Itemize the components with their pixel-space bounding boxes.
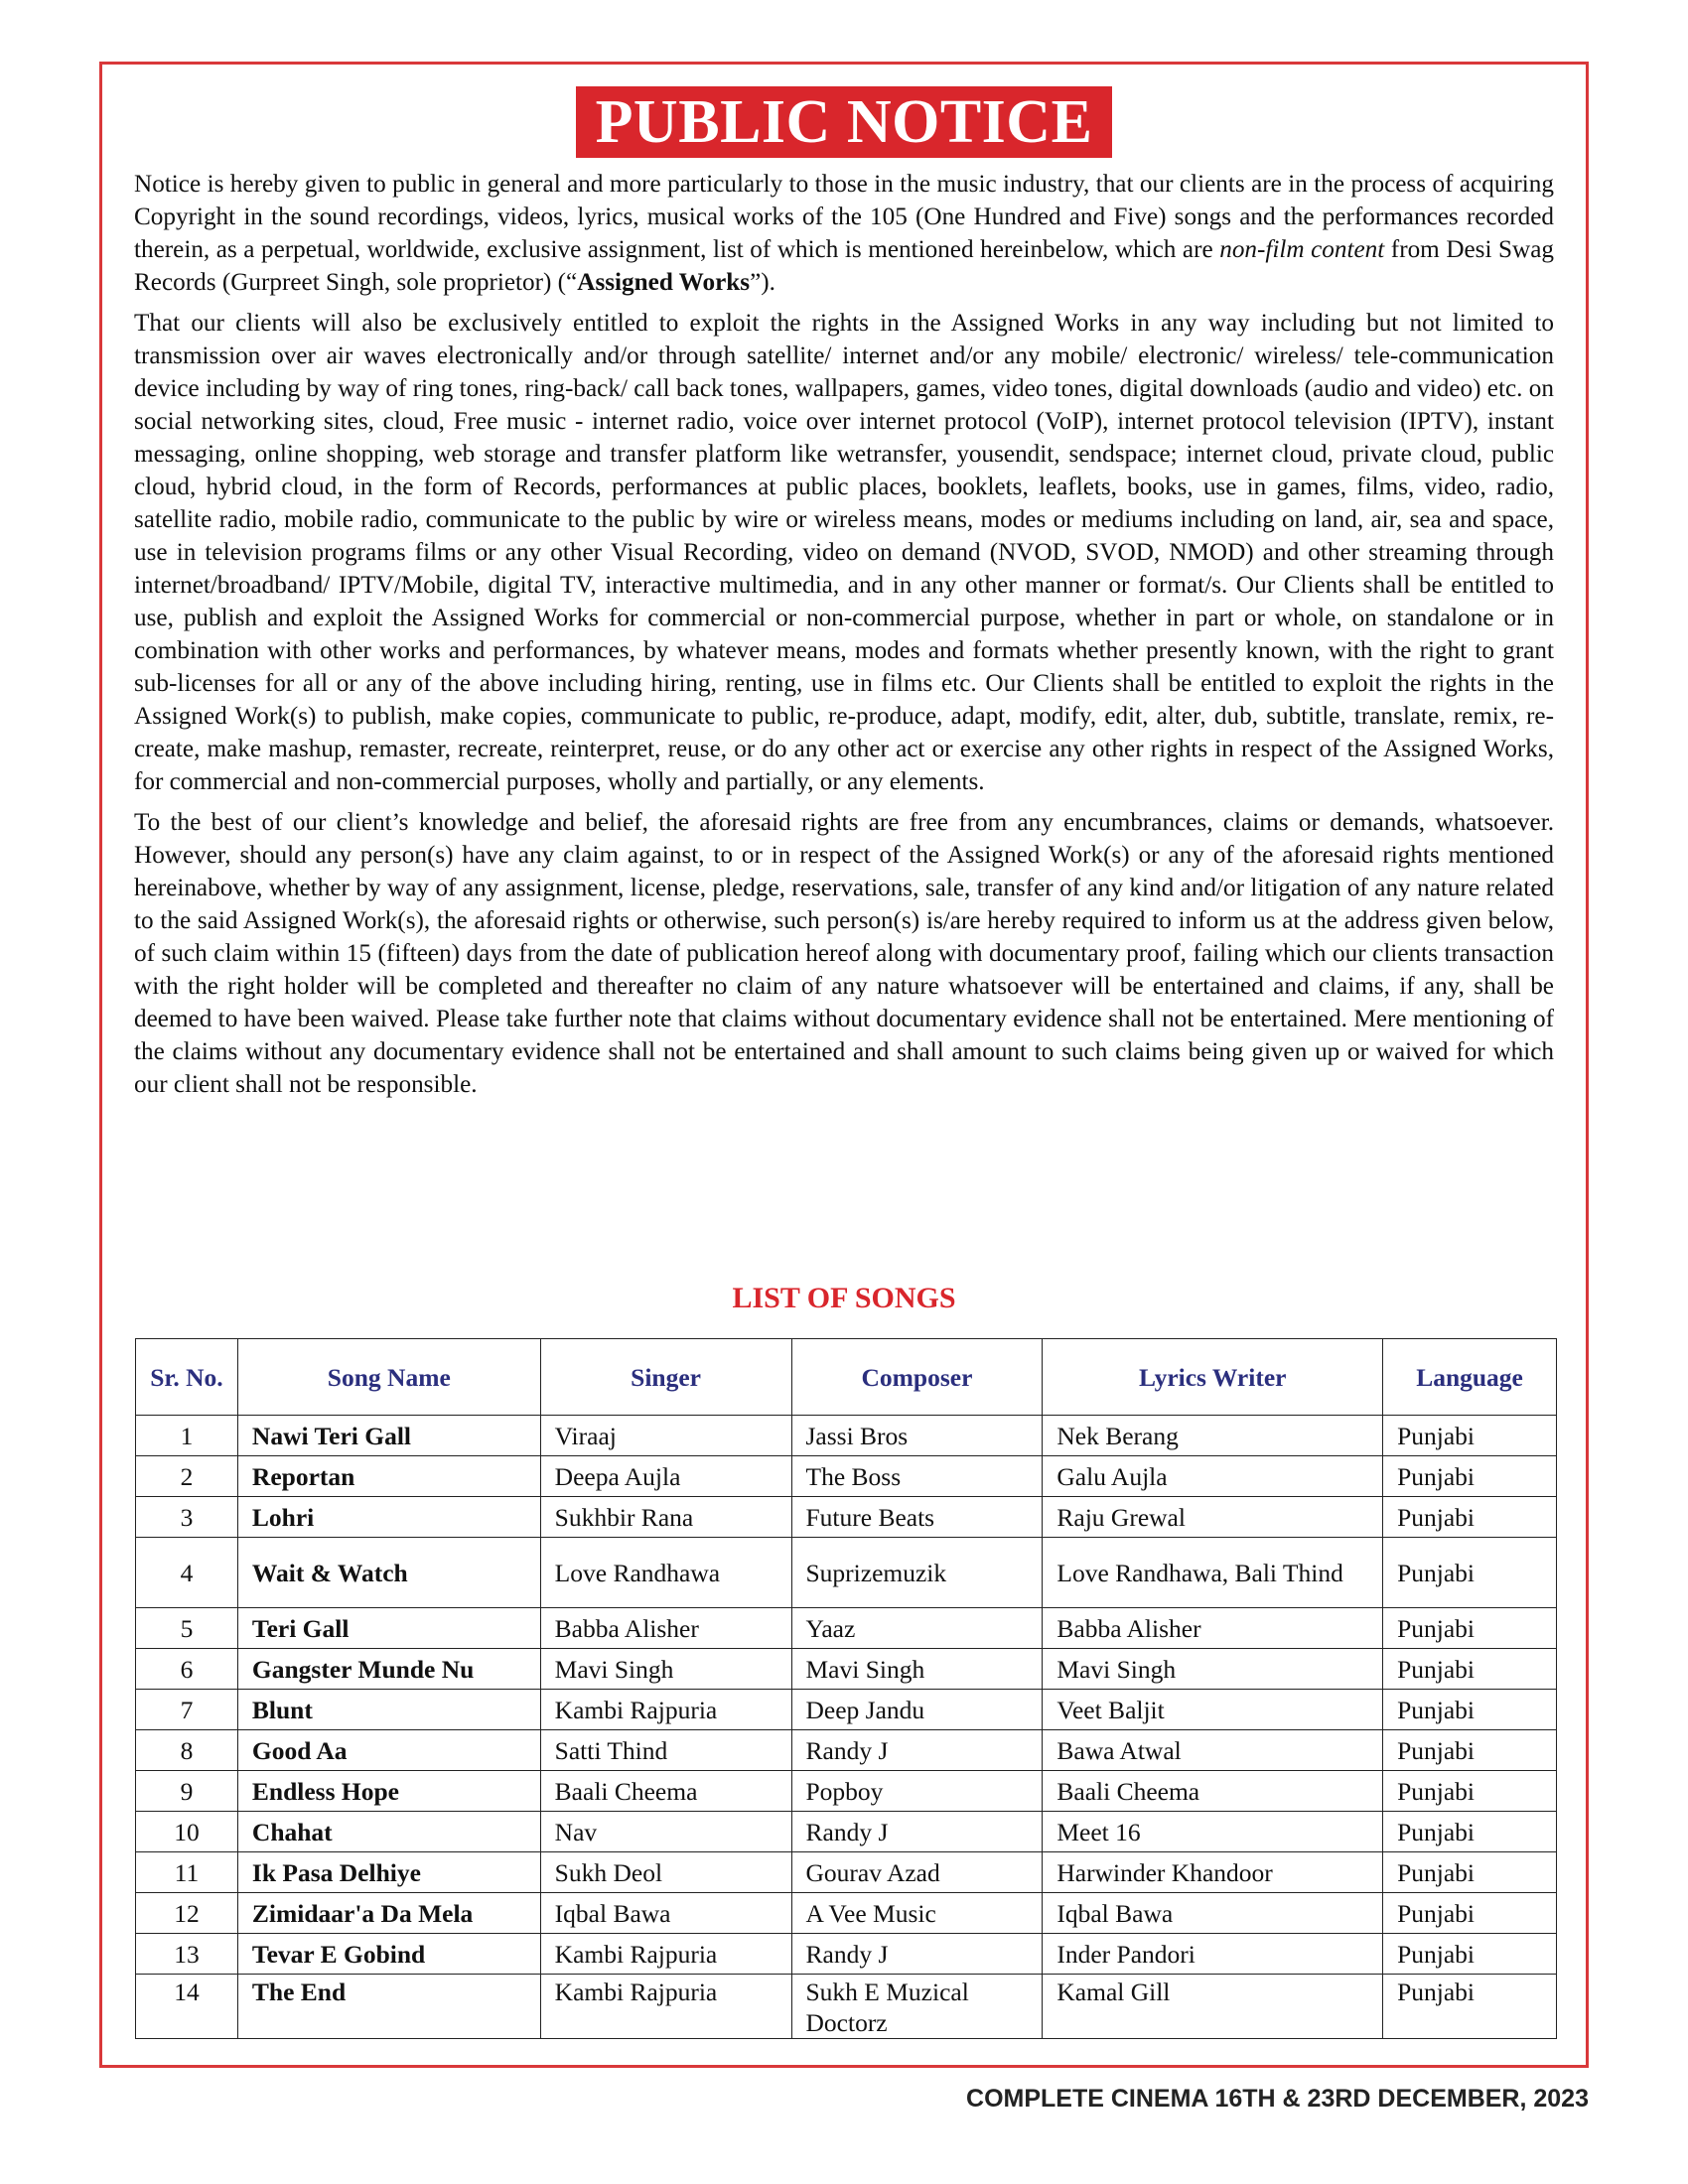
cell-language: Punjabi [1383,1497,1557,1538]
table-row [136,1456,1557,1497]
cell-singer: Sukh Deol [540,1852,791,1893]
table-row [136,1730,1557,1771]
cell-language: Punjabi [1383,1608,1557,1649]
cell-song: Nawi Teri Gall [237,1416,540,1456]
cell-composer: Yaaz [791,1608,1043,1649]
paragraph-3: To the best of our client’s knowledge and belief, the aforesaid rights are free from any encumbrances, claims or demands, whatsoever. However, should any person(s) have any claim against, to or in respect of the Assigned Work(s) or any of the aforesaid rights mentioned hereinabove, whether by way of any assignment, license, pledge, reservations, sale, transfer of any kind and/or litigation of any nature related to the said Assigned Work(s), the aforesaid rights or otherwise, such person(s) is/are hereby required to inform us at the address given below, of such claim within 15 (fifteen) days from the date of publication hereof along with documentary proof, failing which our clients transaction with the right holder will be completed and thereafter no claim of any nature whatsoever will be entertained and claims, if any, shall be deemed to have been waived. Please take further note that claims without documentary evidence shall not be entertained. Mere mentioning of the claims without any documentary evidence shall not be entertained and shall amount to such claims being given up or waived for which our client shall not be responsible. [134,809,1554,1098]
p1-bold: Assigned Works [577,269,751,296]
table-row [136,1690,1557,1730]
cell-singer: Baali Cheema [540,1771,791,1812]
cell-song: Lohri [237,1497,540,1538]
cell-sr: 13 [136,1934,238,1975]
cell-sr: 14 [136,1975,238,2039]
cell-language: Punjabi [1383,1812,1557,1852]
p1-text: Notice is hereby given to public in general and more particularly to those in the music industry, that our clients are in the process of acquiring Copyright in the sound recordings, videos, lyrics, musical works of the 105 (One Hundred and Five) songs and the performances recorded therein, as a perpetual, worldwide, exclusive assignment, list of which is mentioned hereinbelow, which are [134,171,1554,263]
cell-song: Endless Hope [237,1771,540,1812]
cell-language: Punjabi [1383,1649,1557,1690]
paragraph-1 [134,168,1554,299]
cell-language: Punjabi [1383,1934,1557,1975]
cell-sr: 7 [136,1690,238,1730]
table-row [136,1893,1557,1934]
publication-footer: COMPLETE CINEMA 16TH & 23RD DECEMBER, 2023 [966,2085,1589,2113]
cell-sr: 4 [136,1538,238,1608]
cell-lyrics: Meet 16 [1043,1812,1383,1852]
cell-song: Good Aa [237,1730,540,1771]
cell-song: Chahat [237,1812,540,1852]
p1-italic: non-film content [1219,236,1385,263]
table-row [136,1608,1557,1649]
cell-song: Reportan [237,1456,540,1497]
cell-song: Wait & Watch [237,1538,540,1608]
cell-composer: Sukh E Muzical Doctorz [791,1975,1043,2039]
notice-body [134,168,1554,1109]
cell-song: Gangster Munde Nu [237,1649,540,1690]
cell-sr: 2 [136,1456,238,1497]
cell-language: Punjabi [1383,1416,1557,1456]
cell-lyrics: Love Randhawa, Bali Thind [1043,1538,1383,1608]
cell-composer: Deep Jandu [791,1690,1043,1730]
cell-composer: Jassi Bros [791,1416,1043,1456]
cell-singer: Iqbal Bawa [540,1893,791,1934]
cell-lyrics: Iqbal Bawa [1043,1893,1383,1934]
cell-language: Punjabi [1383,1690,1557,1730]
cell-sr: 11 [136,1852,238,1893]
cell-composer: Popboy [791,1771,1043,1812]
header-song: Song Name [237,1339,540,1416]
table-row [136,1771,1557,1812]
p1-text-end: ”). [750,269,775,296]
cell-composer: A Vee Music [791,1893,1043,1934]
cell-singer: Nav [540,1812,791,1852]
cell-composer: Randy J [791,1934,1043,1975]
table-row [136,1497,1557,1538]
cell-singer: Satti Thind [540,1730,791,1771]
cell-singer: Love Randhawa [540,1538,791,1608]
cell-language: Punjabi [1383,1852,1557,1893]
notice-frame [99,62,1589,2068]
title-wrap [102,86,1586,158]
cell-composer: The Boss [791,1456,1043,1497]
table-row [136,1975,1557,2039]
cell-language: Punjabi [1383,1771,1557,1812]
cell-composer: Randy J [791,1730,1043,1771]
cell-sr: 12 [136,1893,238,1934]
cell-language: Punjabi [1383,1730,1557,1771]
table-row [136,1538,1557,1608]
cell-sr: 5 [136,1608,238,1649]
table-row [136,1812,1557,1852]
songs-table [135,1338,1557,2039]
cell-composer: Gourav Azad [791,1852,1043,1893]
paragraph-2: That our clients will also be exclusively entitled to exploit the rights in the Assigned Works in any way including but not limited to transmission over air waves electronically and/or through satellite/ internet and/or any mobile/ electronic/ wireless/ tele-communication device including by way of ring tones, ring-back/ call back tones, wallpapers, games, video tones, digital downloads (audio and video) etc. on social networking sites, cloud, Free music - internet radio, voice over internet protocol (VoIP), internet protocol television (IPTV), instant messaging, online shopping, web storage and transfer platform like wetransfer, yousendit, sendspace; internet cloud, private cloud, public cloud, hybrid cloud, in the form of Records, performances at public places, booklets, leaflets, books, use in games, films, video, radio, satellite radio, mobile radio, communicate to the public by wire or wireless means, modes or mediums including on land, air, sea and space, use in television programs films or any other Visual Recording, video on demand (NVOD, SVOD, NMOD) and other streaming through internet/broadband/ IPTV/Mobile, digital TV, interactive multimedia, and in any other manner or format/s. Our Clients shall be entitled to use, publish and exploit the Assigned Works for commercial or non-commercial purpose, whether in part or whole, on standalone or in combination with other works and performances, by whatever means, modes and formats whether presently known, with the right to grant sub-licenses for all or any of the above including hiring, renting, use in films etc. Our Clients shall be entitled to exploit the rights in the Assigned Work(s) to publish, make copies, communicate to public, re-produce, adapt, modify, edit, alter, dub, subtitle, translate, remix, re-create, make mashup, remaster, recreate, reinterpret, reuse, or do any other act or exercise any other rights in respect of the Assigned Works, for commercial and non-commercial purposes, wholly and partially, or any elements. [134,310,1554,795]
cell-sr: 10 [136,1812,238,1852]
cell-song: The End [237,1975,540,2039]
header-sr: Sr. No. [136,1339,238,1416]
cell-sr: 6 [136,1649,238,1690]
table-row [136,1852,1557,1893]
cell-singer: Deepa Aujla [540,1456,791,1497]
cell-song: Ik Pasa Delhiye [237,1852,540,1893]
cell-composer: Randy J [791,1812,1043,1852]
cell-song: Zimidaar'a Da Mela [237,1893,540,1934]
cell-lyrics: Nek Berang [1043,1416,1383,1456]
cell-lyrics: Raju Grewal [1043,1497,1383,1538]
cell-sr: 8 [136,1730,238,1771]
cell-singer: Mavi Singh [540,1649,791,1690]
cell-song: Teri Gall [237,1608,540,1649]
header-language: Language [1383,1339,1557,1416]
cell-lyrics: Veet Baljit [1043,1690,1383,1730]
table-row [136,1416,1557,1456]
cell-lyrics: Baali Cheema [1043,1771,1383,1812]
table-row [136,1649,1557,1690]
header-composer: Composer [791,1339,1043,1416]
cell-lyrics: Inder Pandori [1043,1934,1383,1975]
cell-language: Punjabi [1383,1538,1557,1608]
cell-lyrics: Galu Aujla [1043,1456,1383,1497]
header-singer: Singer [540,1339,791,1416]
cell-lyrics: Kamal Gill [1043,1975,1383,2039]
list-title: LIST OF SONGS [732,1282,956,1314]
cell-lyrics: Bawa Atwal [1043,1730,1383,1771]
cell-sr: 9 [136,1771,238,1812]
cell-lyrics: Harwinder Khandoor [1043,1852,1383,1893]
cell-singer: Kambi Rajpuria [540,1934,791,1975]
cell-composer: Future Beats [791,1497,1043,1538]
cell-sr: 1 [136,1416,238,1456]
header-lyrics: Lyrics Writer [1043,1339,1383,1416]
cell-composer: Mavi Singh [791,1649,1043,1690]
cell-sr: 3 [136,1497,238,1538]
cell-language: Punjabi [1383,1975,1557,2039]
cell-language: Punjabi [1383,1456,1557,1497]
cell-song: Tevar E Gobind [237,1934,540,1975]
table-row [136,1934,1557,1975]
cell-singer: Babba Alisher [540,1608,791,1649]
cell-song: Blunt [237,1690,540,1730]
cell-singer: Viraaj [540,1416,791,1456]
cell-lyrics: Mavi Singh [1043,1649,1383,1690]
cell-singer: Kambi Rajpuria [540,1690,791,1730]
cell-singer: Sukhbir Rana [540,1497,791,1538]
notice-title: PUBLIC NOTICE [576,86,1113,158]
cell-singer: Kambi Rajpuria [540,1975,791,2039]
cell-language: Punjabi [1383,1893,1557,1934]
cell-composer: Suprizemuzik [791,1538,1043,1608]
table-header-row [136,1339,1557,1416]
cell-lyrics: Babba Alisher [1043,1608,1383,1649]
p1-text-mid: from Desi Swag Records (Gurpreet Singh, sole proprietor) (“ [134,236,1554,296]
